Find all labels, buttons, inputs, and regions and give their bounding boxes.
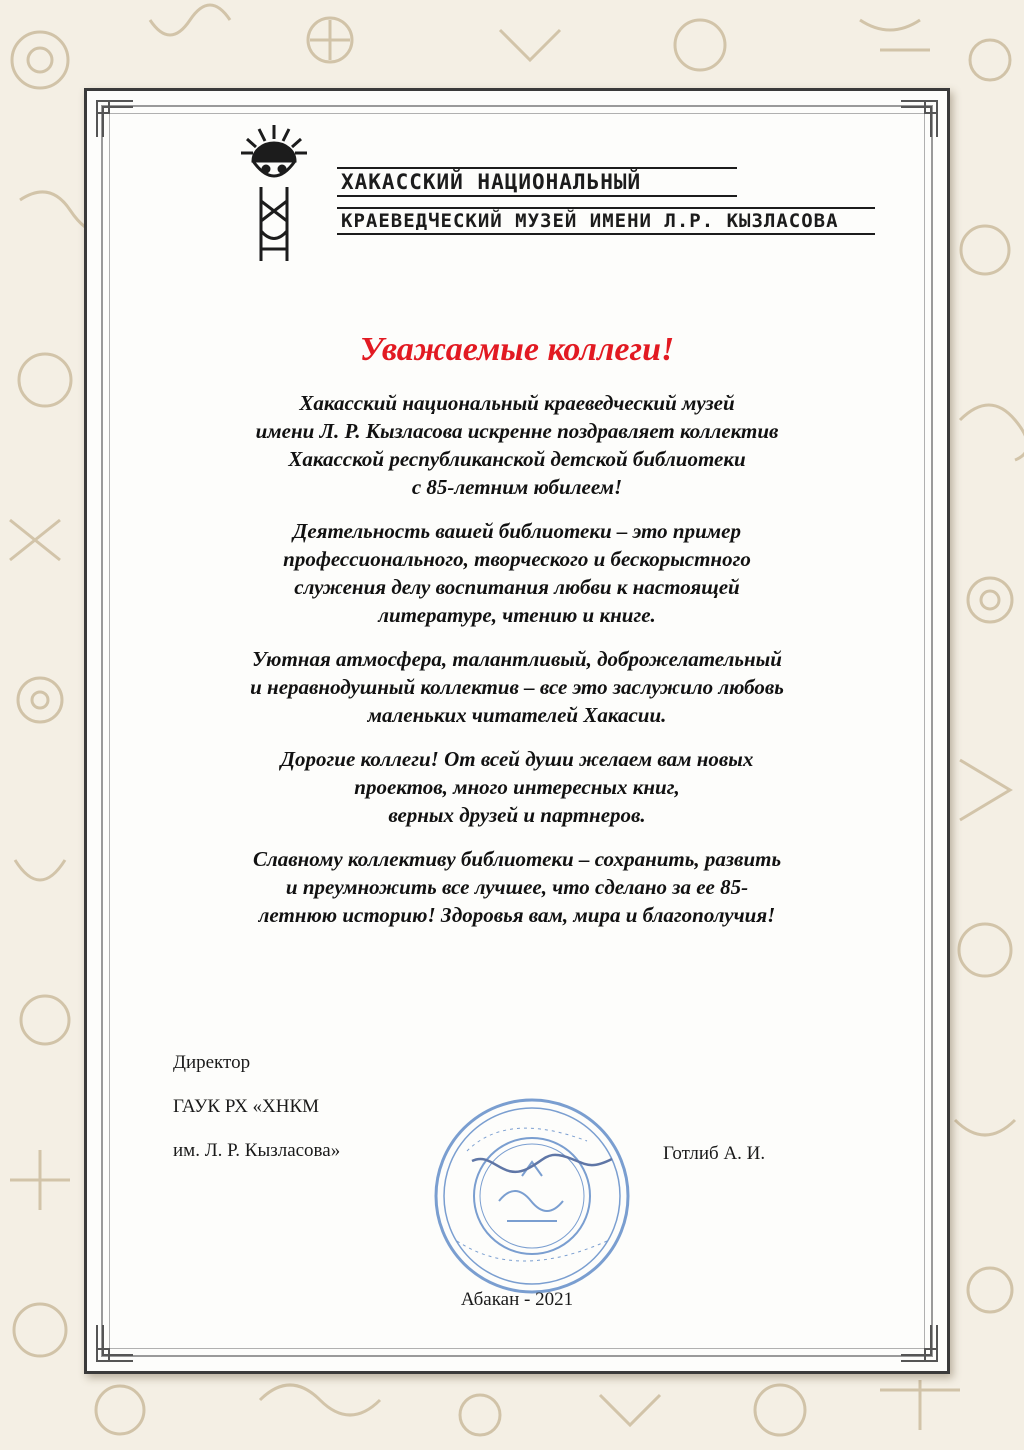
paragraph-4 bbox=[147, 745, 887, 829]
paragraph-line: Уютная атмосфера, талантливый, доброжелательный bbox=[252, 647, 782, 671]
signatory-name: Готлиб А. И. bbox=[663, 1143, 766, 1164]
paragraph-line: проектов, много интересных книг, bbox=[354, 775, 680, 799]
logo-line-1: ХАКАССКИЙ НАЦИОНАЛЬНЫЙ bbox=[337, 167, 737, 197]
paragraph-line: верных друзей и партнеров. bbox=[388, 803, 646, 827]
paragraph-line: Славному коллективу библиотеки – сохранить, развить bbox=[252, 847, 782, 871]
paragraph-3 bbox=[147, 645, 887, 729]
corner-ornament-top-right bbox=[895, 97, 941, 143]
corner-ornament-bottom-left bbox=[93, 1319, 139, 1365]
signatory-position: Директор bbox=[173, 1052, 251, 1073]
paragraph-5 bbox=[147, 845, 887, 929]
museum-logo-text bbox=[337, 167, 897, 245]
certificate-sheet bbox=[84, 88, 950, 1374]
paragraph-line: служения делу воспитания любви к настоящей bbox=[294, 575, 740, 599]
paragraph-line: Дорогие коллеги! От всей души желаем вам новых bbox=[280, 747, 754, 771]
paragraph-line: маленьких читателей Хакасии. bbox=[367, 703, 667, 727]
paragraph-line: и неравнодушный коллектив – все это заслужило любовь bbox=[250, 675, 784, 699]
paragraph-line: литературе, чтению и книге. bbox=[378, 603, 656, 627]
paragraph-line: летнюю историю! Здоровья вам, мира и благополучия! bbox=[258, 903, 776, 927]
signatory-organization: ГАУК РХ «ХНКМ bbox=[173, 1096, 320, 1117]
greeting-title: Уважаемые коллеги! bbox=[359, 331, 675, 368]
corner-ornament-top-left bbox=[93, 97, 139, 143]
paragraph-line: имени Л. Р. Кызласова искренне поздравляет коллектив bbox=[255, 419, 779, 443]
museum-emblem-icon bbox=[239, 121, 309, 271]
paragraph-2 bbox=[147, 517, 887, 629]
signature-block bbox=[173, 1053, 340, 1185]
paragraph-line: Хакасский национальный краеведческий музей bbox=[299, 391, 735, 415]
paragraph-line: с 85-летним юбилеем! bbox=[411, 475, 623, 499]
paragraph-line: Деятельность вашей библиотеки – это пример bbox=[293, 519, 741, 543]
letter-body bbox=[147, 389, 887, 945]
logo-line-2: КРАЕВЕДЧЕСКИЙ МУЗЕЙ ИМЕНИ Л.Р. КЫЗЛАСОВА bbox=[337, 207, 875, 235]
paragraph-line: Хакасской республиканской детской библиотеки bbox=[288, 447, 746, 471]
official-seal-stamp bbox=[427, 1091, 637, 1301]
corner-ornament-bottom-right bbox=[895, 1319, 941, 1365]
paragraph-line: и преумножить все лучшее, что сделано за ее 85- bbox=[285, 875, 749, 899]
paragraph-line: профессионального, творческого и бескорыстного bbox=[283, 547, 751, 571]
signatory-organization-name: им. Л. Р. Кызласова» bbox=[173, 1140, 341, 1161]
place-and-year: Абакан - 2021 bbox=[460, 1289, 574, 1310]
paragraph-1 bbox=[147, 389, 887, 501]
